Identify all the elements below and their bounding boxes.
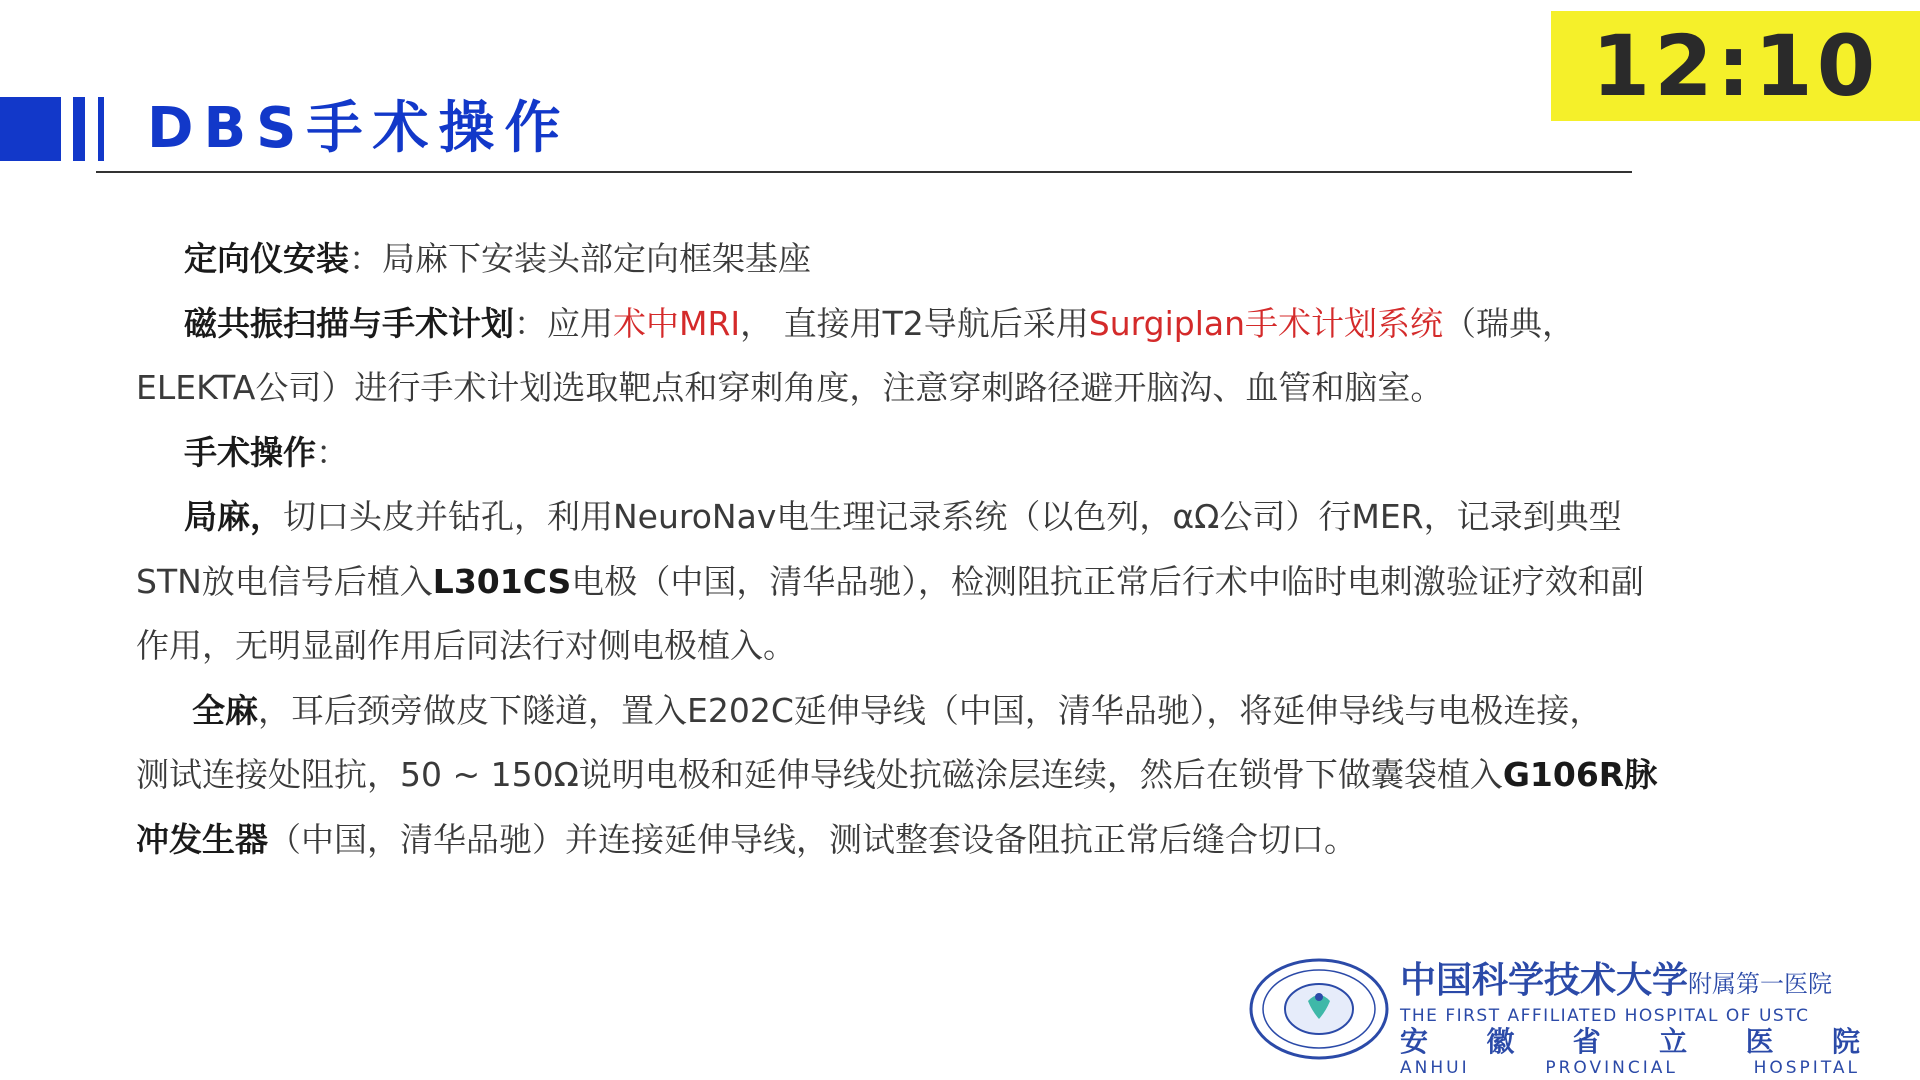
label-local-anesthesia: 局麻， <box>184 497 283 536</box>
text-mri-3: （瑞典， <box>1443 303 1576 343</box>
text-stereotactic: 局麻下安装头部定向框架基座 <box>382 239 811 278</box>
highlight-intraop-mri: 术中MRI <box>613 303 741 343</box>
text-mri-2: ， 直接用T2导航后采用 <box>740 303 1089 343</box>
hospital-university-name: 中国科学技术大学 <box>1400 959 1689 1001</box>
text-mri-1: 应用 <box>547 303 613 343</box>
paragraph-local-line2 <box>136 550 1776 615</box>
hospital-affiliate-suffix: 附属第一医院 <box>1688 970 1833 998</box>
highlight-electrode-model: L301CS <box>432 561 572 601</box>
title-accent-stripe <box>73 97 85 161</box>
paragraph-mri-line1 <box>136 292 1776 357</box>
paragraph-general-line2 <box>136 743 1776 808</box>
province-char: 院 <box>1831 1025 1860 1058</box>
text-local-4: 作用，无明显副作用后同法行对侧电极植入。 <box>136 626 796 665</box>
timer-text: 12:10 <box>1591 17 1880 115</box>
hospital-name-block <box>1400 958 1860 1078</box>
label-mri-plan: 磁共振扫描与手术计划 <box>184 303 514 343</box>
hospital-logo <box>1248 957 1390 1061</box>
province-char: 徽 <box>1486 1025 1515 1058</box>
label-general-anesthesia: 全麻 <box>192 690 258 730</box>
province-char: 省 <box>1572 1025 1601 1058</box>
label-sep: ： <box>514 303 547 343</box>
label-sep: ： <box>316 432 349 472</box>
paragraph-mri-line2 <box>136 356 1776 421</box>
paragraph-general-line3 <box>136 808 1776 873</box>
title-divider <box>96 171 1632 173</box>
label-sep: ： <box>349 239 382 278</box>
province-word: ANHUI <box>1400 1058 1470 1078</box>
label-operation: 手术操作 <box>184 432 316 472</box>
paragraph-operation-heading <box>136 421 1776 486</box>
text-local-1: 切口头皮并钻孔，利用NeuroNav电生理记录系统（以色列，αΩ公司）行MER，记录到典型 <box>283 497 1622 536</box>
province-char: 立 <box>1659 1025 1688 1058</box>
province-char: 医 <box>1745 1025 1774 1058</box>
text-local-3: 电极（中国，清华品驰），检测阻抗正常后行术中临时电刺激验证疗效和副 <box>571 561 1644 601</box>
paragraph-local-line3 <box>136 614 1776 679</box>
text-local-2: STN放电信号后植入 <box>136 561 433 601</box>
highlight-surgiplan: Surgiplan手术计划系统 <box>1088 303 1444 343</box>
province-word: HOSPITAL <box>1753 1058 1860 1078</box>
highlight-pulse-generator-cont: 冲发生器 <box>136 819 268 859</box>
slide-body <box>136 227 1776 872</box>
paragraph-stereotactic <box>136 227 1776 292</box>
text-general-2: 测试连接处阻抗，50 ~ 150Ω说明电极和延伸导线处抗磁涂层连续，然后在锁骨下做囊袋植入 <box>136 755 1503 794</box>
text-general-3: （中国，清华品驰）并连接延伸导线，测试整套设备阻抗正常后缝合切口。 <box>268 819 1357 859</box>
timer-badge <box>1551 11 1920 121</box>
hospital-province-cn <box>1400 1026 1860 1058</box>
text-mri-4: ELEKTA公司）进行手术计划选取靶点和穿刺角度，注意穿刺路径避开脑沟、血管和脑室。 <box>136 368 1444 407</box>
highlight-pulse-generator: G106R脉 <box>1502 755 1658 794</box>
province-char: 安 <box>1400 1025 1429 1058</box>
province-word: PROVINCIAL <box>1545 1058 1678 1078</box>
slide-title: DBS手术操作 <box>147 96 571 161</box>
label-stereotactic: 定向仪安装 <box>184 239 349 278</box>
hospital-province-en <box>1400 1058 1860 1078</box>
hospital-name-cn <box>1400 958 1860 1006</box>
paragraph-local-line1 <box>136 485 1776 550</box>
title-accent-block <box>0 97 61 161</box>
hospital-name-en: THE FIRST AFFILIATED HOSPITAL OF USTC <box>1400 1006 1810 1026</box>
title-accent-stripe-thin <box>98 97 104 161</box>
paragraph-general-line1 <box>136 679 1776 744</box>
text-general-1: ，耳后颈旁做皮下隧道，置入E202C延伸导线（中国，清华品驰），将延伸导线与电极连接， <box>258 690 1603 730</box>
